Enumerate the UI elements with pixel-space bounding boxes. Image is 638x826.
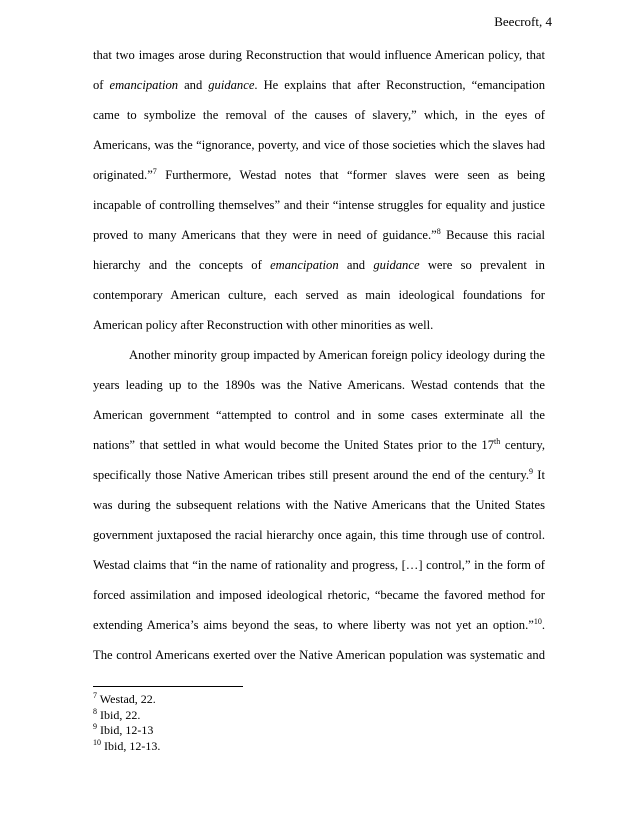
italic-term: emancipation	[270, 258, 339, 272]
italic-term: emancipation	[109, 78, 179, 92]
text-run: hierarchy and the concepts of	[93, 258, 271, 272]
text-run: incapable of controlling themselves” and their “intense struggles for equality and justice	[93, 198, 545, 212]
text-run: contemporary American culture, each served as main ideological foundations for	[93, 288, 545, 302]
text-line	[93, 430, 545, 460]
text-line	[93, 460, 545, 490]
text-run: came to symbolize the removal of the causes of slavery,” which, in the eyes of	[93, 108, 545, 122]
footnotes	[93, 692, 545, 754]
text-run: Americans, was the “ignorance, poverty, and vice of those societies which the slaves had	[93, 138, 545, 152]
italic-term: guidance	[208, 78, 255, 92]
footnote-ref: 10	[533, 617, 542, 626]
footnote-text: Westad, 22.	[97, 692, 156, 706]
text-run: government juxtaposed the racial hierarchy once again, this time through use of control.	[93, 528, 545, 542]
footnote-number: 7	[93, 691, 97, 700]
footnote-number: 10	[93, 737, 101, 747]
footnote-text: Ibid, 12-13	[97, 723, 154, 737]
text-run: proved to many Americans that they were in need of guidance.”	[93, 228, 437, 242]
text-run: American government “attempted to control and in some cases exterminate all the	[93, 408, 545, 422]
footnote-number: 9	[93, 722, 97, 731]
text-line	[93, 640, 545, 670]
text-line	[93, 70, 545, 100]
text-line	[93, 400, 545, 430]
body-text	[93, 40, 545, 670]
text-run: forced assimilation and imposed ideological rhetoric, “became the favored method for	[93, 588, 545, 602]
text-line	[93, 550, 545, 580]
footnote-text: Ibid, 22.	[97, 707, 141, 722]
footnote-ref: th	[494, 437, 501, 446]
text-line	[93, 130, 545, 160]
text-run: and	[338, 258, 374, 272]
footnote-ref: 8	[436, 227, 441, 236]
text-line	[93, 520, 545, 550]
footnote-ref: 9	[529, 467, 534, 476]
text-line	[93, 580, 545, 610]
text-line	[93, 490, 545, 520]
text-line	[93, 370, 545, 400]
footnote-text: Ibid, 12-13.	[101, 738, 161, 753]
running-head: Beecroft, 4	[494, 14, 552, 29]
footnote	[93, 692, 545, 708]
text-run: extending America’s aims beyond the seas, to where liberty was not yet an option.”	[93, 618, 534, 632]
text-line	[93, 220, 545, 250]
text-run: .	[541, 618, 545, 632]
italic-term: guidance	[373, 258, 420, 272]
text-run: and	[178, 78, 209, 92]
text-line	[93, 190, 545, 220]
footnote	[93, 739, 545, 755]
text-run: of	[93, 78, 110, 92]
text-line	[93, 160, 545, 190]
text-run: were so prevalent in	[419, 258, 545, 272]
text-run: that two images arose during Reconstruction that would influence American policy, that	[93, 48, 545, 62]
text-line	[93, 250, 545, 280]
footnote-number: 8	[93, 706, 97, 716]
text-run: The control Americans exerted over the Native American population was systematic and	[93, 648, 545, 662]
text-line	[93, 610, 545, 640]
footnote	[93, 708, 545, 724]
text-run: Furthermore, Westad notes that “former slaves were seen as being	[156, 168, 545, 182]
text-run: originated.”	[93, 168, 153, 182]
text-run: Because this racial	[440, 228, 545, 242]
text-run: nations” that settled in what would become the United States prior to the 17	[93, 438, 495, 452]
text-run: specifically those Native American tribes still present around the end of the century.	[93, 468, 530, 482]
text-run: American policy after Reconstruction with other minorities as well.	[93, 318, 434, 332]
footnote-ref: 7	[152, 167, 157, 176]
text-line	[93, 40, 545, 70]
text-line	[93, 280, 545, 310]
footnote	[93, 723, 545, 739]
text-line	[93, 100, 545, 130]
footnote-separator	[93, 686, 243, 687]
text-run: Another minority group impacted by American foreign policy ideology during the	[129, 348, 545, 362]
text-line	[93, 340, 545, 370]
text-run: It	[533, 468, 546, 482]
text-run: years leading up to the 1890s was the Native Americans. Westad contends that the	[93, 378, 545, 392]
text-line	[93, 310, 545, 340]
text-run: . He explains that after Reconstruction, “emancipation	[254, 78, 546, 92]
text-run: Westad claims that “in the name of rationality and progress, […] control,” in the form of	[93, 558, 545, 572]
text-run: was during the subsequent relations with the Native Americans that the United States	[93, 498, 545, 512]
text-run: century,	[500, 438, 546, 452]
